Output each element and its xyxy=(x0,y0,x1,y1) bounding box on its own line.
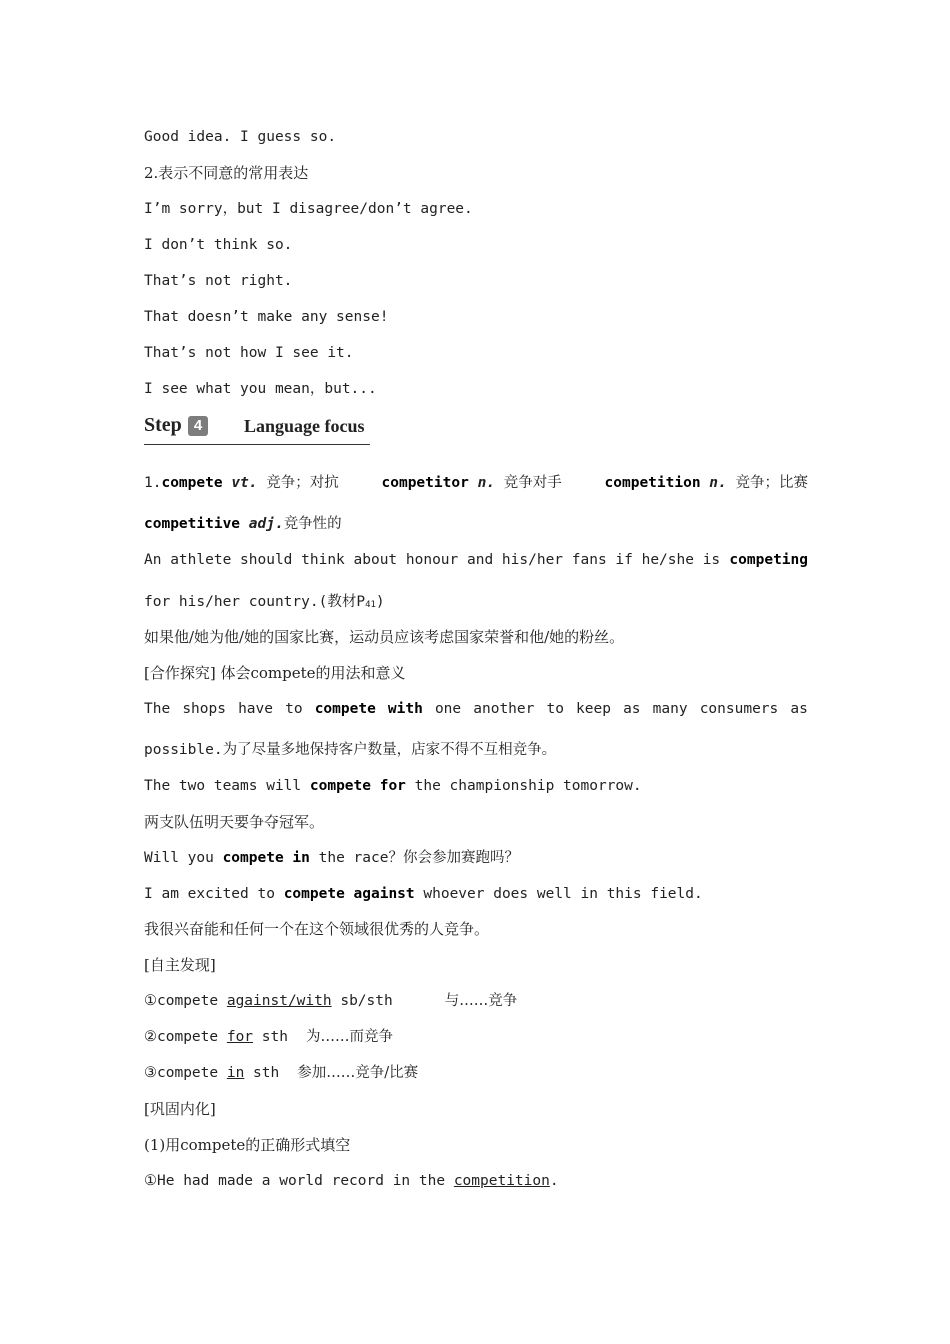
ex4-line: I am excited to compete against whoever does well in this field. xyxy=(144,886,703,902)
example-text-c: for his/her country.(教材P xyxy=(144,594,366,610)
pos-adj: adj. xyxy=(248,516,284,532)
line-not-how: That’s not how I see it. xyxy=(144,345,354,361)
discovery-2: ②compete for sth 为……而竞争 xyxy=(144,1029,393,1045)
meaning-competitor: 竞争对手 xyxy=(503,475,562,491)
line-im-sorry: I’m sorry，but I disagree/don’t agree. xyxy=(144,201,473,217)
step-heading xyxy=(144,410,370,445)
ex3-line: Will you compete in the race？你会参加赛跑吗？ xyxy=(144,850,519,866)
discovery-3: ③compete in sth 参加……竞争/比赛 xyxy=(144,1065,419,1081)
task-instruction: (1)用compete的正确形式填空 xyxy=(144,1136,351,1154)
example-keyword: competing xyxy=(729,552,808,568)
step-number-badge: 4 xyxy=(188,416,208,436)
ex1-line-2: possible.为了尽量多地保持客户数量，店家不得不互相竞争。 xyxy=(144,742,557,758)
meaning-competitive: 竞争性的 xyxy=(283,516,342,532)
word-competitive: competitive xyxy=(144,516,241,532)
meaning-compete: 竞争；对抗 xyxy=(266,475,339,491)
step-title: Language focus xyxy=(244,416,365,436)
example-text-a: An athlete should think about honour and his/her fans if he/she is xyxy=(144,552,721,568)
discovery-1: ①compete against/with sb/sth 与……竞争 xyxy=(144,993,518,1009)
example-line-2 xyxy=(144,587,385,620)
item-number: 1. xyxy=(144,475,162,491)
vocab-line-2 xyxy=(144,509,342,539)
line-dont-think: I don’t think so. xyxy=(144,237,293,253)
page-subscript: 41 xyxy=(365,600,376,610)
example-line-1 xyxy=(144,545,808,575)
example-text-d: ) xyxy=(375,594,385,610)
line-not-right: That’s not right. xyxy=(144,273,293,289)
self-discovery: [自主发现] xyxy=(144,956,216,974)
ex1-line-1: The shops have to compete with one another to keep as many consumers as xyxy=(144,701,808,717)
word-competitor: competitor xyxy=(381,475,469,491)
cooperative-exploration: [合作探究] 体会compete的用法和意义 xyxy=(144,664,406,682)
line-see-what: I see what you mean，but... xyxy=(144,381,377,397)
meaning-competition: 竞争；比赛 xyxy=(735,475,808,491)
example-translation: 如果他/她为他/她的国家比赛，运动员应该考虑国家荣誉和他/她的粉丝。 xyxy=(144,628,625,646)
word-competition: competition xyxy=(604,475,701,491)
vocab-line-1 xyxy=(144,468,808,498)
line-no-sense: That doesn’t make any sense! xyxy=(144,309,389,325)
question-1: ①He had made a world record in the competition. xyxy=(144,1173,559,1189)
line-good-idea: Good idea. I guess so. xyxy=(144,129,337,145)
word-compete: compete xyxy=(161,475,223,491)
ex2-translation: 两支队伍明天要争夺冠军。 xyxy=(144,813,325,831)
pos-n-2: n. xyxy=(709,475,727,491)
pos-vt: vt. xyxy=(231,475,258,491)
ex4-translation: 我很兴奋能和任何一个在这个领域很优秀的人竞争。 xyxy=(144,920,490,938)
step-label: Step xyxy=(144,414,182,436)
answer-blank: competition xyxy=(453,1173,550,1189)
heading-disagree-expressions: 2.表示不同意的常用表达 xyxy=(144,164,309,182)
consolidation: [巩固内化] xyxy=(144,1100,216,1118)
pos-n-1: n. xyxy=(477,475,496,491)
ex2-line: The two teams will compete for the championship tomorrow. xyxy=(144,778,642,794)
